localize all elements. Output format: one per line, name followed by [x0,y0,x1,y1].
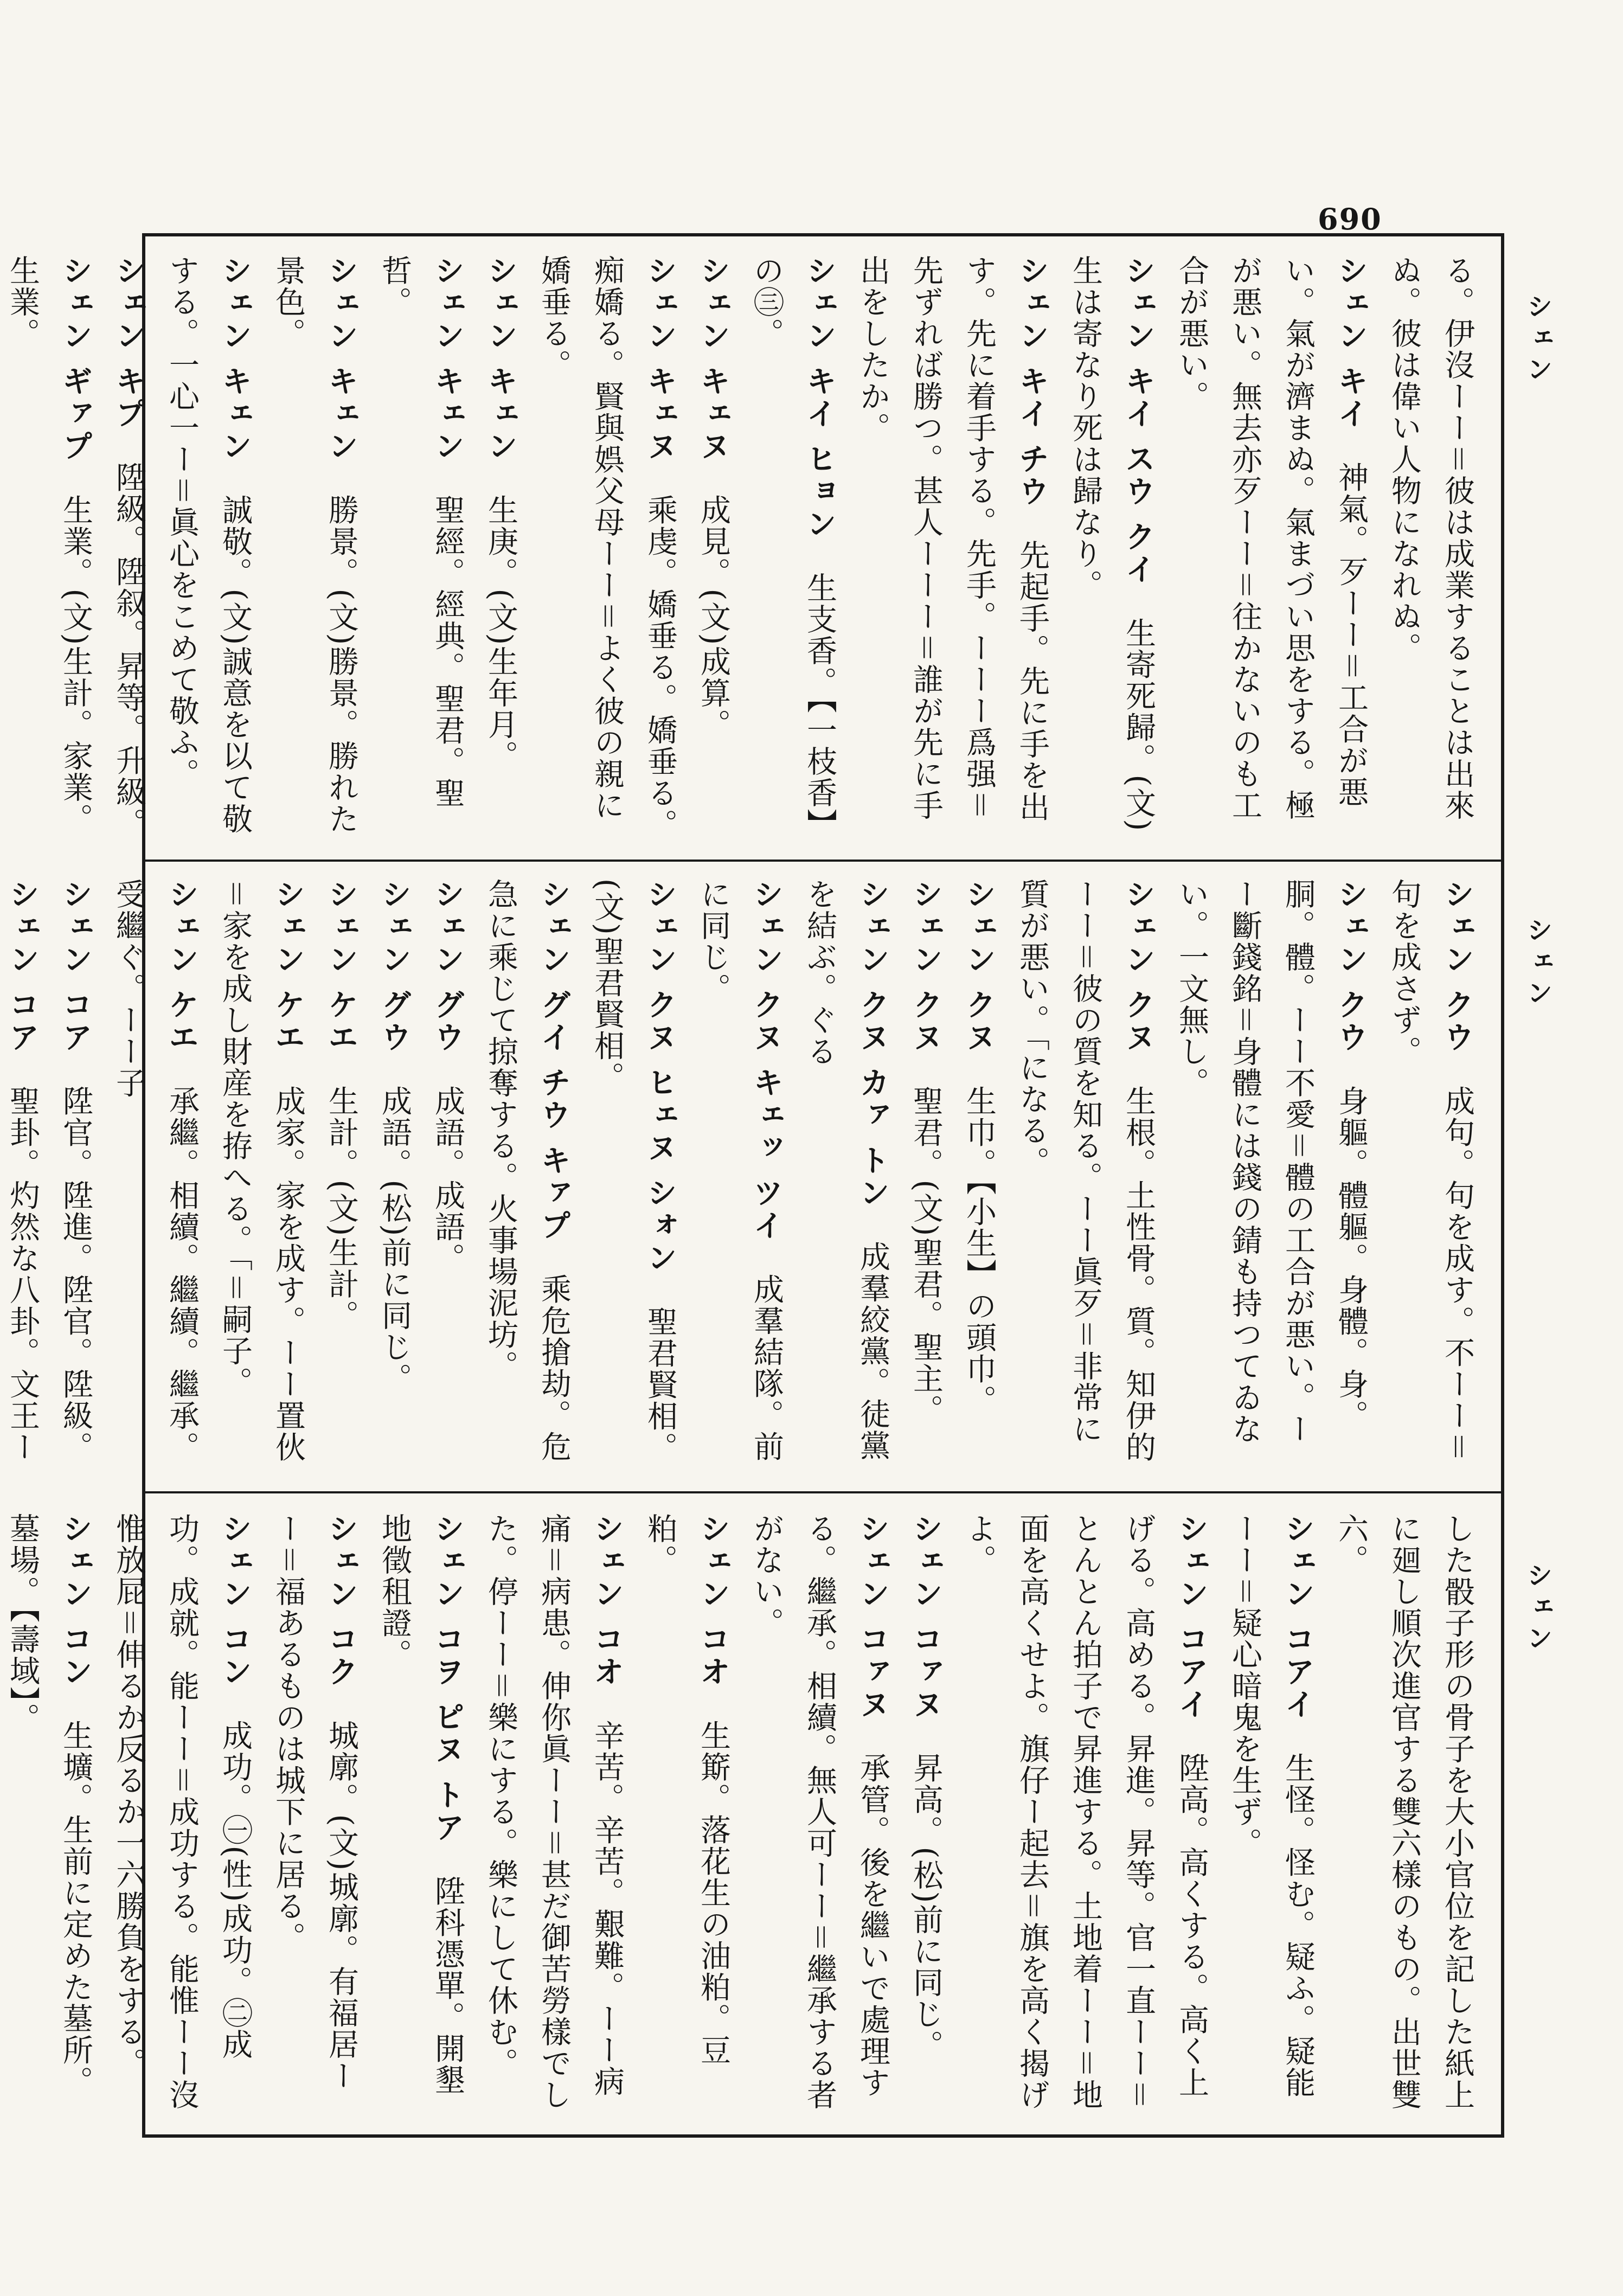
entry-definition: 生業。(文)生計。家業。生業。 [5,255,93,835]
entry-definition: 生寄死歸。(文)生は寄なり死は歸なり。 [1068,255,1156,832]
entry-headword: シェン コク [323,1513,359,1689]
upper-tier [5,255,1484,846]
headword-gap [855,1721,890,1753]
entry-definition: 陞科憑單。開墾地徵租證。 [377,1513,465,2096]
dictionary-entry [1165,878,1377,1475]
entry-headword: シェン コァヌ [855,1513,890,1721]
headword-gap [58,463,93,495]
headword-gap [164,1054,200,1086]
dictionary-entry [102,878,208,1475]
entry-definition: 生根。土性骨。質。知伊的ーー＝彼の質を知る。ーー眞歹＝非常に質が悪い。「になる。 [1015,878,1156,1463]
entry-headword: シェン ギァプ [57,255,93,463]
tier-divider [142,860,1504,862]
dictionary-entry [0,255,102,846]
headword-gap [696,1689,731,1720]
headword-gap [58,1054,93,1086]
entry-definition: 生支香。【一枝香】の㊂。 [749,255,837,840]
dictionary-entry [0,1513,102,2115]
entry-headword: シェン コオ [695,1513,731,1689]
running-head: シェン [1522,293,1553,387]
dictionary-entry [846,255,1059,846]
entry-headword: シェン クヌ キェッ ツイ [748,878,784,1242]
headword-gap [377,1054,412,1086]
entry-definition: 成語。(松)前に同じ。 [377,1085,412,1395]
entry-headword: シェン グウ [429,878,465,1054]
headword-gap [1280,1721,1316,1753]
dictionary-entry [102,255,155,846]
dictionary-entry [1165,255,1377,846]
entry-definition: 聖卦。灼然な八卦。文王ー [5,1085,40,1463]
dictionary-entry [952,1513,1218,2115]
dictionary-entry [1218,1513,1324,2115]
headword-gap [217,463,253,495]
entry-definition: 成羣絞黨。徒黨を結ぶ。ぐる [802,878,890,1461]
entry-definition: 生庚。(文)生年月。 [483,494,518,772]
dictionary-entry [474,255,527,846]
dictionary-entry [1059,255,1165,846]
dictionary-entry [261,1513,368,2115]
dictionary-entry [580,878,687,1475]
entry-headword: シェン キェヌ [695,255,731,463]
headword-gap [749,1242,784,1274]
entry-headword: シェン キェン [323,255,359,463]
dictionary-entry [899,878,952,1475]
dictionary-entry [1377,878,1484,1475]
dictionary-entry [155,255,261,846]
dictionary-entry [49,878,102,1475]
dictionary-entry [208,878,315,1475]
headword-gap [855,1210,890,1241]
entry-headword: シェン コア [57,878,93,1054]
dictionary-entry [687,255,740,846]
entry-headword: シェン ケエ [270,878,306,1054]
entry-headword: シェン クウ [1439,878,1475,1054]
entry-definition: 生巾。【小生】の頭巾。 [961,1085,997,1416]
dictionary-entry [368,878,421,1475]
headword-gap [5,1054,40,1086]
entry-definition: 乘虔。嬌垂る。嬌垂る。痴嬌る。賢與娯父母ーー＝よく彼の親に嬌垂る。 [536,255,678,841]
entry-headword: シェン コアイ [1280,1513,1316,1721]
headword-gap [111,431,146,462]
dictionary-entry [687,878,793,1475]
dictionary-entry [368,1513,474,2115]
headword-gap [643,463,678,495]
headword-gap [58,1689,93,1720]
entry-headword: シェン コヲ ピヌ トア [429,1513,465,1844]
entry-definition: 生計。(文)生計。 [324,1085,359,1332]
headword-gap [324,1054,359,1086]
entry-definition: 成功。㊀(性)成功。㊁成功。成就。能ーー＝成功する。能惟ーー沒惟放屁＝伸るか反るか一六勝負をする。 [111,1513,253,2111]
dictionary-entry [633,1513,740,2115]
headword-gap [1333,1054,1369,1086]
entry-headword: シェン ケエ [323,878,359,1054]
dictionary-entry [527,255,687,846]
entry-definition: 聖君。(文)聖君。聖主。 [908,1085,944,1426]
entry-definition: 辛苦。辛苦。艱難。ーー病痛＝病患。伸你眞ーー＝甚だ御苦勞樣でした。停ーー＝樂にする。樂にして休む。 [483,1513,625,2111]
headword-gap [430,1054,465,1086]
entry-headword: シェン クウ [1333,878,1369,1054]
dictionary-entry [1324,1513,1484,2115]
entry-headword: シェン クヌ [908,878,944,1054]
entry-headword: シェン コオ [589,1513,625,1689]
page-number: 690 [1318,202,1382,236]
entry-definition: 成語。成語。 [430,1085,465,1274]
entry-definition: 神氣。歹ーー＝工合が悪い。氣が濟まぬ。氣まづい思をする。極が悪い。無去亦歹ーー＝往かないのも工合が悪い。 [1174,255,1369,821]
entry-definition: 乘危搶劫。危急に乘じて掠奪する。火事場泥坊。 [483,878,572,1463]
headword-gap [430,1844,465,1876]
tier-divider [142,1491,1504,1493]
entry-definition: 城廓。(文)城廓。有福居ーー＝福あるものは城下に居る。 [271,1513,359,2092]
entry-headword: シェン キイ [1333,255,1369,431]
dictionary-entry [0,878,49,1475]
entry-definition: 成家。家を成す。ーー置伙＝家を成し財産を拵へる。「＝嗣子。 [217,878,306,1463]
headword-gap [271,1054,306,1086]
entry-definition: 誠敬。(文)誠意を以て敬する。一心一ー＝眞心をこめて敬ふ。 [164,255,253,835]
entry-headword: シェン キイ スウ クイ [1120,255,1156,586]
headword-gap [217,1689,253,1720]
entry-headword: シェン グイ チウ キァプ [536,878,572,1242]
dictionary-entry [740,255,846,846]
headword-gap [324,463,359,495]
headword-gap [1121,586,1156,618]
headword-gap [643,1275,678,1306]
dictionary-entry [421,878,474,1475]
headword-gap [1015,508,1050,540]
entry-definition: 承管。後を繼いで處理する。繼承。相續。無人可ーー＝繼承する者がない。 [749,1513,890,2111]
entry-definition: 聖君賢相。(文)聖君賢相。 [589,878,678,1464]
entry-definition: 生壙。生前に定めた墓所。墓場。【壽域】。 [5,1513,93,2098]
dictionary-entry [261,255,368,846]
entry-headword: シェン キイ ヒョン [801,255,837,541]
headword-gap [1121,1054,1156,1086]
dictionary-entry [952,878,1005,1475]
headword-gap [589,1689,625,1720]
dictionary-entry [474,1513,633,2115]
headword-gap [1174,1721,1209,1753]
entry-headword: シェン コァヌ [908,1513,944,1721]
entry-headword: シェン キェヌ [642,255,678,463]
entry-headword: シェン キェン [217,255,253,463]
entry-headword: シェン クヌ [1120,878,1156,1054]
entry-headword: シェン キイ チウ [1014,255,1050,508]
entry-definition: 陞級。陞叙。昇等。升級。 [111,461,146,839]
dictionary-entry [102,1513,261,2115]
entry-definition: 成見。(文)成算。 [696,494,731,741]
running-head: シェン [1522,916,1553,1011]
entry-headword: シェン グウ [376,878,412,1054]
dictionary-entry [368,255,474,846]
headword-gap [908,1054,944,1086]
headword-gap [802,541,837,572]
dictionary-entry [474,878,580,1475]
dictionary-entry [1005,878,1165,1475]
headword-gap [1333,431,1369,462]
entry-headword: シェン コン [217,1513,253,1689]
dictionary-entry [315,878,368,1475]
entry-definition: 生簛。落花生の油粕。豆粕。 [643,1513,731,2066]
entry-headword: シェン キェン [429,255,465,463]
entry-headword: シェン コアイ [1173,1513,1209,1721]
entry-definition: 身軀。體軀。身體。身。胴。體。ーー不愛＝體の工合が悪い。ーー斷錢銘＝身體には錢の錆も持つてゐない。一文無し。 [1174,878,1369,1445]
headword-gap [536,1242,572,1274]
entry-definition: 成羣結隊。前に同じ。 [696,878,784,1463]
entry-headword: シェン クヌ カァ トン [855,878,890,1210]
entry-definition: 昇高。(松)前に同じ。 [908,1752,944,2062]
entry-definition: 成句。句を成す。不ーー＝句を成さず。 [1387,878,1475,1463]
entry-headword: シェン クヌ [961,878,997,1054]
entry-definition: 聖經。經典。聖君。聖哲。 [377,255,465,809]
headword-gap [324,1689,359,1720]
headword-gap [961,1054,997,1086]
headword-gap [430,463,465,495]
headword-gap [908,1721,944,1753]
dictionary-entry [899,1513,952,2115]
entry-definition: 陞官。陞進。陞官。陞級。 [58,1085,93,1463]
entry-definition: 陞高。高くする。高く上げる。高める。昇進。昇等。官一直ーー＝とんとん拍子で昇進する。土地着ーー＝地面を高くせよ。旗仔ー起去＝旗を高く揭げよ。 [961,1513,1209,2111]
lower-tier [5,1513,1484,2115]
entry-headword: シェン ケエ [164,878,200,1054]
entry-headword: シェン コン [57,1513,93,1689]
entry-headword: シェン コア [4,878,40,1054]
entry-definition: 承繼。相續。繼續。繼承。受繼ぐ。ーー子 [111,878,200,1463]
entry-headword: シェン クヌ ヒェヌ シォン [642,878,678,1275]
entry-definition: 先起手。先に手を出す。先に着手する。先手。ーーー爲强＝先ずれば勝つ。甚人ーーー＝誰が先に手出をしたか。 [855,255,1050,823]
headword-gap [1440,1054,1475,1086]
headword-gap [696,463,731,495]
entry-headword: シェン キプ [111,255,146,431]
running-head: シェン [1522,1562,1553,1656]
dictionary-entry [793,878,899,1475]
entry-definition: 生怪。怪む。疑ふ。疑能ーー＝疑心暗鬼を生ず。 [1227,1513,1316,2099]
dictionary-entry [1377,255,1484,846]
entry-definition: した骰子形の骨子を大小官位を記した紙上に廻し順次進官する雙六樣のもの。出世雙六。 [1333,1513,1475,2111]
entry-headword: シェン キェン [483,255,518,463]
middle-tier [4,878,1484,1475]
dictionary-entry [740,1513,899,2115]
entry-definition: 勝景。(文)勝景。勝れた景色。 [271,255,359,835]
entry-definition: る。伊沒ーー＝彼は成業することは出來ぬ。彼は偉い人物になれぬ。 [1387,255,1475,821]
headword-gap [483,463,518,495]
